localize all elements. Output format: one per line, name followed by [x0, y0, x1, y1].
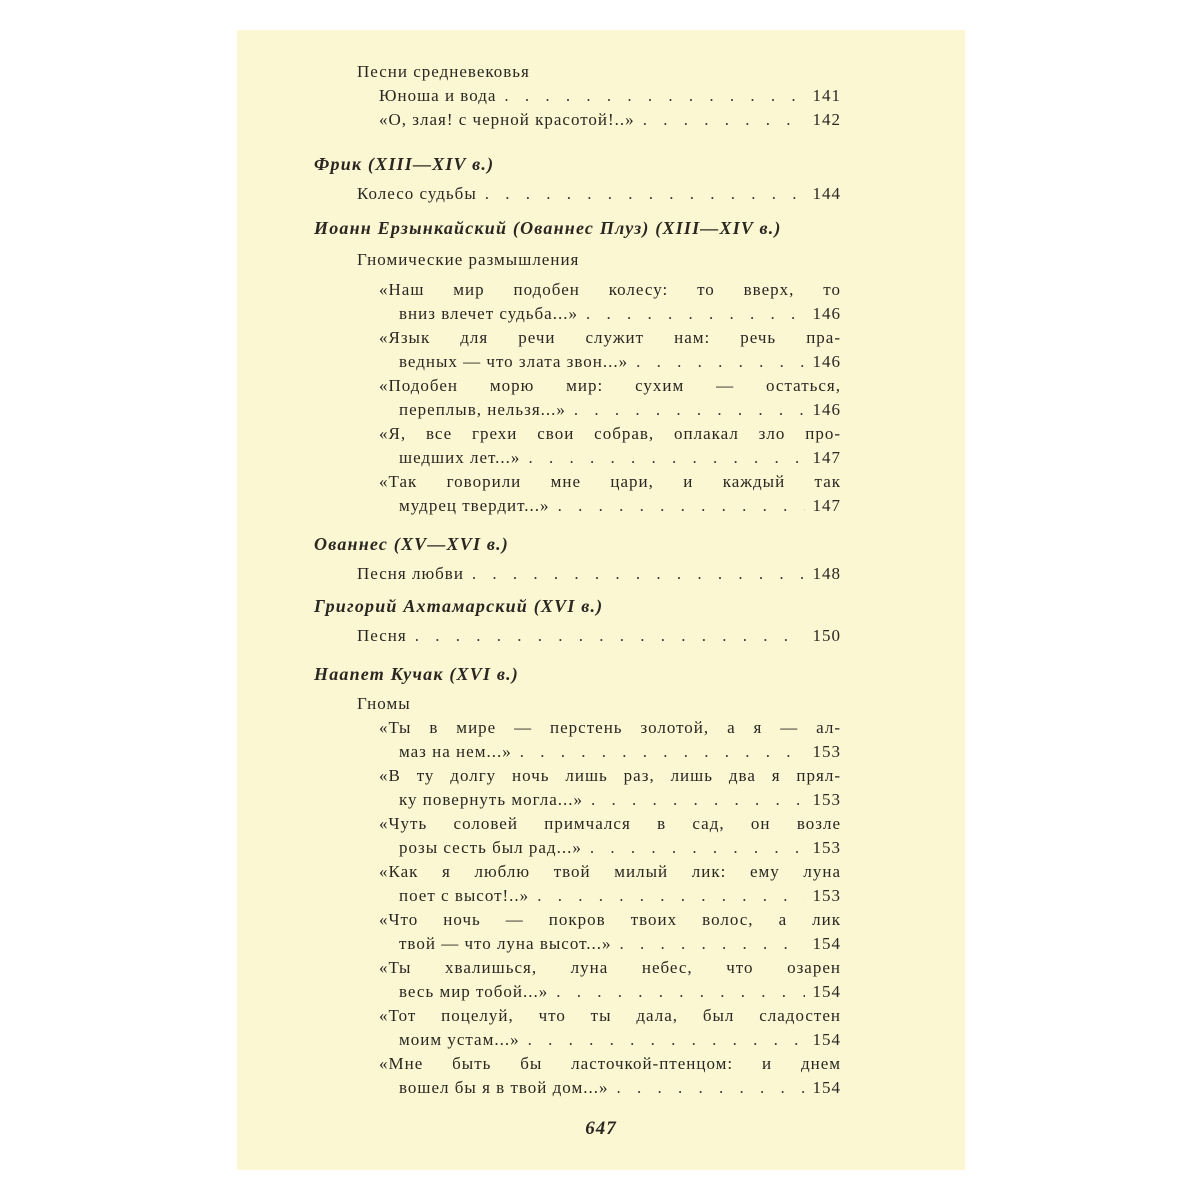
toc-entry[interactable]	[399, 790, 841, 810]
page-ref: 148	[812, 564, 841, 583]
page-ref: 142	[812, 110, 841, 129]
page-ref: 153	[812, 886, 841, 905]
dot-leader	[504, 86, 804, 106]
dot-leader	[528, 448, 804, 468]
page-number: 647	[585, 1118, 617, 1139]
entry-title: вниз влечет судьба...»	[399, 304, 578, 323]
dot-leader	[472, 564, 805, 584]
entry-title: шедших лет...»	[399, 448, 521, 467]
entry-title: ведных — что злата звон...»	[399, 352, 629, 371]
dot-leader	[520, 742, 805, 762]
entry-line: «Ты в мире — перстень золотой, а я — ал-	[379, 718, 841, 737]
page-ref: 146	[812, 304, 841, 323]
entry-title: мудрец твердит...»	[399, 496, 550, 515]
section-heading: Песни средневековья	[357, 62, 530, 81]
page-ref: 150	[812, 626, 841, 645]
dot-leader	[616, 1078, 804, 1098]
entry-line: «Как я люблю твой милый лик: ему луна	[379, 862, 841, 881]
dot-leader	[636, 352, 804, 372]
dot-leader	[537, 886, 804, 906]
book-page	[237, 30, 965, 1170]
entry-title: переплыв, нельзя...»	[399, 400, 566, 419]
entry-title: весь мир тобой...»	[399, 982, 549, 1001]
toc-entry[interactable]	[399, 496, 841, 516]
toc-entry[interactable]	[399, 838, 841, 858]
toc-entry[interactable]	[399, 352, 841, 372]
page-ref: 144	[812, 184, 841, 203]
page-ref: 141	[812, 86, 841, 105]
toc-entry[interactable]	[399, 742, 841, 762]
page-ref: 146	[812, 352, 841, 371]
entry-title: розы сесть был рад...»	[399, 838, 582, 857]
toc-entry[interactable]	[357, 184, 841, 204]
toc-entry[interactable]	[357, 564, 841, 584]
entry-line: «Тот поцелуй, что ты дала, был сладостен	[379, 1006, 841, 1025]
dot-leader	[590, 838, 805, 858]
toc-entry[interactable]	[399, 304, 841, 324]
toc-entry[interactable]	[379, 86, 841, 106]
entry-line: «Язык для речи служит нам: речь пра-	[379, 328, 841, 347]
entry-title: твой — что луна высот...»	[399, 934, 612, 953]
dot-leader	[415, 626, 805, 646]
entry-title: Колесо судьбы	[357, 184, 477, 203]
toc-entry[interactable]	[399, 886, 841, 906]
dot-leader	[528, 1030, 805, 1050]
author-heading: Григорий Ахтамарский (XVI в.)	[314, 596, 604, 616]
toc-entry[interactable]	[399, 934, 841, 954]
page-ref: 154	[812, 1030, 841, 1049]
dot-leader	[591, 790, 804, 810]
entry-title: Юноша и вода	[379, 86, 497, 105]
entry-line: «Мне быть бы ласточкой-птенцом: и днем	[379, 1054, 841, 1073]
entry-title: вошел бы я в твой дом...»	[399, 1078, 609, 1097]
entry-line: «Так говорили мне цари, и каждый так	[379, 472, 841, 491]
entry-line: «В ту долгу ночь лишь раз, лишь два я прял-	[379, 766, 841, 785]
page-ref: 154	[812, 934, 841, 953]
section-heading: Гномические размышления	[357, 250, 580, 269]
dot-leader	[558, 496, 805, 516]
dot-leader	[574, 400, 805, 420]
author-heading: Ованнес (XV—XVI в.)	[314, 534, 510, 554]
author-heading: Наапет Кучак (XVI в.)	[314, 664, 520, 684]
page-ref: 147	[812, 496, 841, 515]
toc-entry[interactable]	[399, 400, 841, 420]
toc-entry[interactable]	[399, 1030, 841, 1050]
page-ref: 146	[812, 400, 841, 419]
dot-leader	[620, 934, 805, 954]
toc-entry[interactable]	[357, 626, 841, 646]
entry-line: «Наш мир подобен колесу: то вверх, то	[379, 280, 841, 299]
entry-line: «Чуть соловей примчался в сад, он возле	[379, 814, 841, 833]
page-ref: 154	[812, 982, 841, 1001]
section-heading: Гномы	[357, 694, 411, 713]
dot-leader	[485, 184, 805, 204]
dot-leader	[586, 304, 805, 324]
entry-title: Песня	[357, 626, 407, 645]
toc-entry[interactable]	[399, 982, 841, 1002]
dot-leader	[643, 110, 805, 130]
entry-title: ку повернуть могла...»	[399, 790, 584, 809]
entry-line: «Я, все грехи свои собрав, оплакал зло про-	[379, 424, 841, 443]
dot-leader	[556, 982, 804, 1002]
toc-entry[interactable]	[399, 1078, 841, 1098]
entry-title: поет с высот!..»	[399, 886, 530, 905]
entry-title: маз на нем...»	[399, 742, 512, 761]
page-ref: 147	[812, 448, 841, 467]
entry-line: «Подобен морю мир: сухим — остаться,	[379, 376, 841, 395]
page-ref: 154	[812, 1078, 841, 1097]
toc-entry[interactable]	[399, 448, 841, 468]
page-ref: 153	[812, 790, 841, 809]
entry-line: «Что ночь — покров твоих волос, а лик	[379, 910, 841, 929]
toc-entry[interactable]	[379, 110, 841, 130]
entry-title: моим устам...»	[399, 1030, 520, 1049]
page-ref: 153	[812, 742, 841, 761]
author-heading: Фрик (XIII—XIV в.)	[314, 154, 495, 174]
entry-title: «О, злая! с черной красотой!..»	[379, 110, 635, 129]
entry-line: «Ты хвалишься, луна небес, что озарен	[379, 958, 841, 977]
page-ref: 153	[812, 838, 841, 857]
entry-title: Песня любви	[357, 564, 464, 583]
author-heading: Иоанн Ерзынкайский (Ованнес Плуз) (XIII—XIV в.)	[314, 218, 782, 238]
